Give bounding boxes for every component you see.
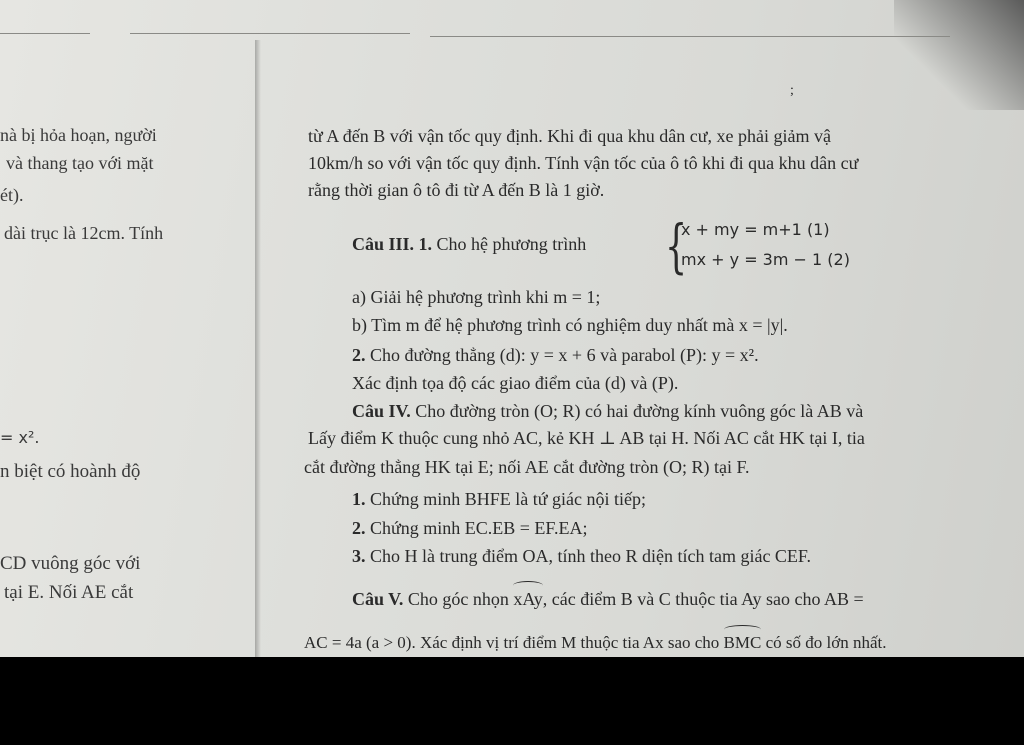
q3-text: Cho hệ phương trình <box>436 234 587 254</box>
left-line-3: ét). <box>0 185 24 205</box>
intro-line-1: từ A đến B với vận tốc quy định. Khi đi qua khu dân cư, xe phải giảm vậ <box>308 126 831 146</box>
q4-item-1 <box>352 488 646 510</box>
q4-line-2: Lấy điểm K thuộc cung nhỏ AC, kẻ KH ⊥ AB tại H. Nối AC cắt HK tại I, tia <box>308 428 865 448</box>
left-line-1: nà bị hỏa hoạn, người <box>0 125 157 145</box>
left-line-7: CD vuông góc với <box>0 553 141 574</box>
q3-part-2-text: Cho đường thẳng (d): y = x + 6 và parabol (P): y = x². <box>370 345 759 365</box>
q3-part-2-line-2: Xác định tọa độ các giao điểm của (d) và (P). <box>352 373 679 393</box>
q4-item-2 <box>352 517 587 539</box>
q5-text-1a: Cho góc nhọn <box>407 589 514 609</box>
q4-item-3-label: 3. <box>352 546 366 566</box>
left-line-8: tại E. Nối AE cắt <box>4 582 134 603</box>
angle-bmc: BMC <box>723 633 762 652</box>
intro-line-3: rằng thời gian ô tô đi từ A đến B là 1 giờ. <box>308 180 605 200</box>
intro-line-2: 10km/h so với vận tốc quy định. Tính vận tốc của ô tô khi đi qua khu dân cư <box>308 153 859 173</box>
q5-heading: Câu V. <box>352 589 404 609</box>
stray-mark: ; <box>790 83 794 98</box>
q5-text-1b: , các điểm B và C thuộc tia Ay sao cho AB = <box>542 589 864 609</box>
q5-text-2a: AC = 4a (a > 0). Xác định vị trí điểm M thuộc tia Ax sao cho <box>304 633 724 652</box>
q4-line-1 <box>352 400 863 422</box>
q3-part-2 <box>352 344 759 366</box>
equation-system <box>665 212 865 280</box>
q3-line <box>352 233 586 255</box>
q3-part-a: a) Giải hệ phương trình khi m = 1; <box>352 287 601 307</box>
corner-shadow <box>894 0 1024 110</box>
equation-2: mx + y = 3m − 1 (2) <box>681 250 850 269</box>
q5-line-1 <box>352 588 864 610</box>
equation-1: x + my = m+1 (1) <box>681 220 830 239</box>
q5-text-2b: có số đo lớn nhất. <box>761 633 887 652</box>
angle-xay: xAy <box>513 589 543 609</box>
q5-line-2 <box>304 632 887 654</box>
q4-line-3: cắt đường thẳng HK tại E; nối AE cắt đường tròn (O; R) tại F. <box>304 457 750 477</box>
brace-icon: { <box>665 212 688 280</box>
q4-item-1-text: Chứng minh BHFE là tứ giác nội tiếp; <box>370 489 646 509</box>
q4-item-1-label: 1. <box>352 489 366 509</box>
q4-item-3 <box>352 545 811 567</box>
q4-text-1: Cho đường tròn (O; R) có hai đường kính vuông góc là AB và <box>415 401 864 421</box>
left-line-6: n biệt có hoành độ <box>0 461 141 482</box>
q4-item-3-text: Cho H là trung điểm OA, tính theo R diện tích tam giác CEF. <box>370 546 811 566</box>
q4-heading: Câu IV. <box>352 401 411 421</box>
q3-heading: Câu III. 1. <box>352 234 433 254</box>
left-line-4: dài trục là 12cm. Tính <box>4 223 164 243</box>
page-fold <box>255 40 261 657</box>
top-rule-mid <box>130 33 410 34</box>
top-rule-left <box>0 33 90 34</box>
q4-item-2-text: Chứng minh EC.EB = EF.EA; <box>370 518 588 538</box>
q3-part-2-label: 2. <box>352 345 366 365</box>
left-line-5: = x². <box>0 428 40 447</box>
top-rule-right <box>430 36 950 37</box>
left-line-2: và thang tạo với mặt <box>6 153 154 173</box>
q3-part-b: b) Tìm m để hệ phương trình có nghiệm duy nhất mà x = |y|. <box>352 315 788 335</box>
q4-item-2-label: 2. <box>352 518 366 538</box>
